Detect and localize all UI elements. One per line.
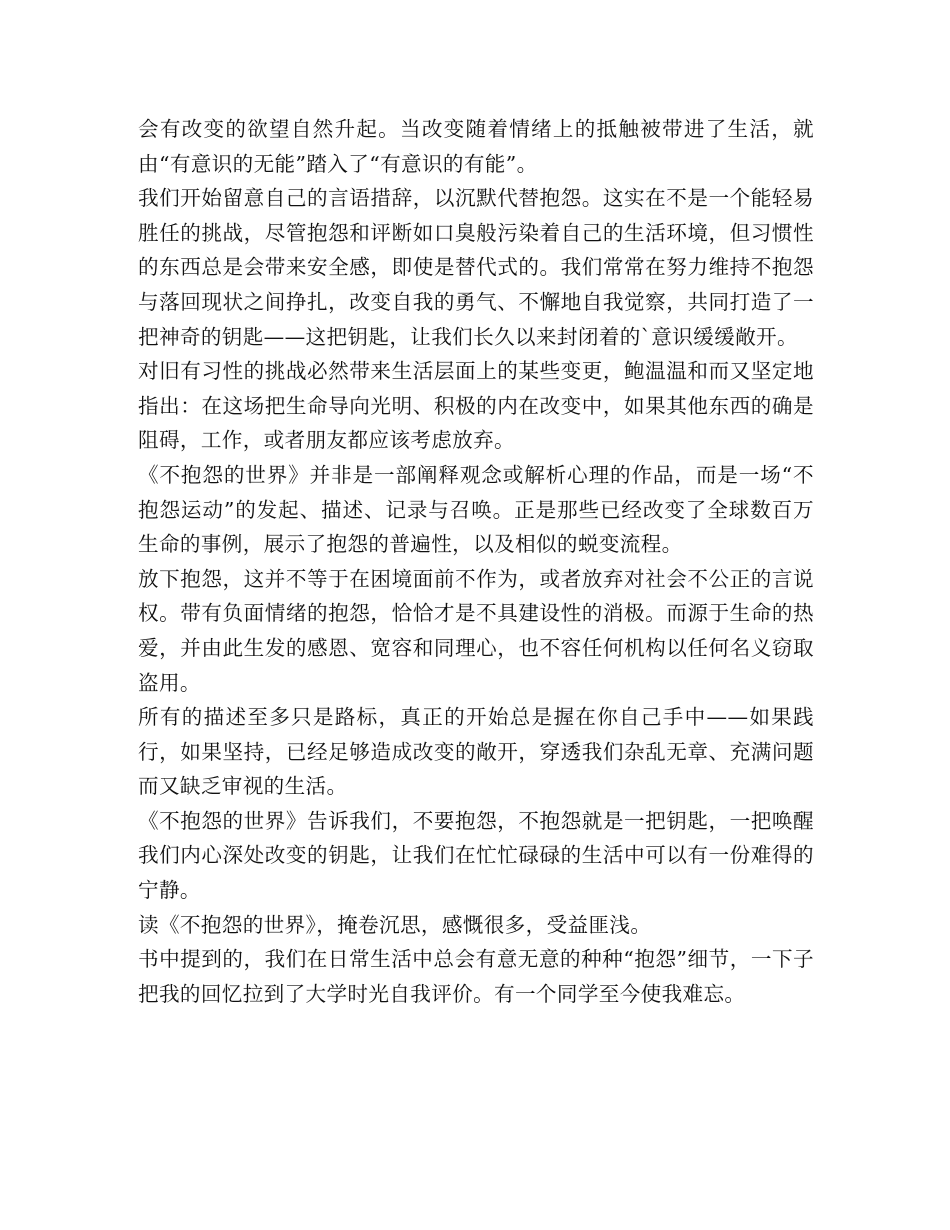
paragraph-6: 所有的描述至多只是路标，真正的开始总是握在你自己手中——如果践行，如果坚持，已经足够造成改变的敞开，穿透我们杂乱无章、充满问题而又缺乏审视的生活。 bbox=[138, 705, 814, 799]
paragraph-9: 书中提到的，我们在日常生活中总会有意无意的种种“抱怨”细节，一下子把我的回忆拉到了大学时光自我评价。有一个同学至今使我难忘。 bbox=[138, 947, 814, 1006]
paragraph-8: 读《不抱怨的世界》，掩卷沉思，感慨很多，受益匪浅。 bbox=[138, 912, 652, 937]
paragraph-2: 我们开始留意自己的言语措辞，以沉默代替抱怨。这实在不是一个能轻易胜任的挑战，尽管抱怨和评断如口臭般污染着自己的生活环境，但习惯性的东西总是会带来安全感，即使是替代式的。我们常常在努力维持不抱怨与落回现状之间挣扎，改变自我的勇气、不懈地自我觉察，共同打造了一把神奇的钥匙——这把钥匙，让我们长久以来封闭着的`意识缓缓敞开。 bbox=[138, 186, 814, 349]
paragraph-7: 《不抱怨的世界》告诉我们，不要抱怨，不抱怨就是一把钥匙，一把唤醒我们内心深处改变的钥匙，让我们在忙忙碌碌的生活中可以有一份难得的宁静。 bbox=[138, 808, 814, 903]
document-body bbox=[138, 112, 814, 1011]
paragraph-5: 放下抱怨，这并不等于在困境面前不作为，或者放弃对社会不公正的言说权。带有负面情绪的抱怨，恰恰才是不具建设性的消极。而源于生命的热爱，并由此生发的感恩、宽容和同理心，也不容任何机构以任何名义窃取盗用。 bbox=[138, 566, 814, 695]
paragraph-3: 对旧有习性的挑战必然带来生活层面上的某些变更，鲍温温和而又坚定地指出：在这场把生命导向光明、积极的内在改变中，如果其他东西的确是阻碍，工作，或者朋友都应该考虑放弃。 bbox=[138, 359, 814, 453]
paragraph-4: 《不抱怨的世界》并非是一部阐释观念或解析心理的作品，而是一场“不抱怨运动”的发起、描述、记录与召唤。正是那些已经改变了全球数百万生命的事例，展示了抱怨的普遍性，以及相似的蜕变流程。 bbox=[138, 462, 814, 557]
paragraph-1: 会有改变的欲望自然升起。当改变随着情绪上的抵触被带进了生活，就由“有意识的无能”踏入了“有意识的有能”。 bbox=[138, 117, 814, 176]
